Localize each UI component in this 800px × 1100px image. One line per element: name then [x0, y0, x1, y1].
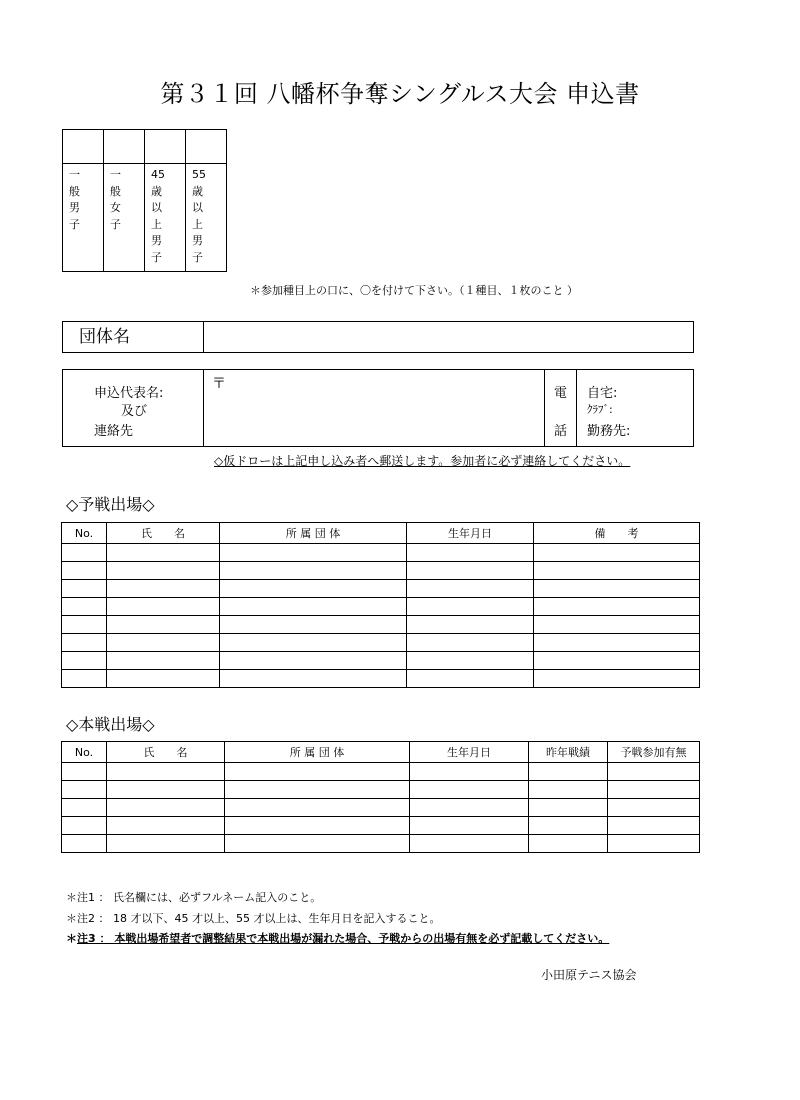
- table-cell[interactable]: [107, 817, 225, 835]
- table-cell[interactable]: [407, 598, 534, 616]
- table-cell[interactable]: [107, 580, 220, 598]
- phone-label-top: 電: [554, 386, 568, 401]
- note-1: ＊注1 ： 氏名欄には、必ずフルネーム記入のこと。: [66, 891, 322, 904]
- table-cell[interactable]: [107, 544, 220, 562]
- table-row: [62, 763, 700, 781]
- column-header: 氏 名: [107, 523, 220, 544]
- category-label: 一 般 男 子: [63, 164, 104, 272]
- table-cell[interactable]: [534, 544, 700, 562]
- table-cell[interactable]: [107, 670, 220, 688]
- table-cell[interactable]: [608, 835, 700, 853]
- table-cell[interactable]: [407, 580, 534, 598]
- column-header: 備 考: [534, 523, 700, 544]
- table-cell[interactable]: [62, 670, 107, 688]
- table-cell[interactable]: [534, 562, 700, 580]
- note-3: [66, 930, 609, 946]
- table-cell[interactable]: [410, 817, 529, 835]
- category-label: 55 歳 以 上 男 子: [186, 164, 227, 272]
- org-name-label: 団体名: [63, 322, 204, 352]
- table-cell[interactable]: [220, 652, 407, 670]
- column-header: No.: [62, 742, 107, 763]
- org-name-field[interactable]: [204, 322, 693, 352]
- table-header-row: [62, 742, 700, 763]
- table-cell[interactable]: [107, 634, 220, 652]
- table-cell[interactable]: [62, 598, 107, 616]
- table-cell[interactable]: [410, 763, 529, 781]
- main-heading: ◇本戦出場◇: [66, 715, 155, 734]
- table-cell[interactable]: [62, 562, 107, 580]
- page-title: 第３１回 八幡杯争奪シングルス大会 申込書: [160, 80, 640, 108]
- category-checkbox-general-women[interactable]: [104, 130, 145, 164]
- rep-label-line2: 及び: [121, 404, 148, 419]
- table-cell[interactable]: [407, 634, 534, 652]
- main-table: [61, 741, 700, 853]
- table-cell[interactable]: [534, 652, 700, 670]
- column-header: 所 属 団 体: [220, 523, 407, 544]
- table-cell[interactable]: [410, 781, 529, 799]
- table-cell[interactable]: [62, 580, 107, 598]
- table-row: [62, 781, 700, 799]
- table-cell[interactable]: [107, 652, 220, 670]
- category-checkbox-general-men[interactable]: [63, 130, 104, 164]
- note-2: ＊注2 ： 18 才以下、45 才以上、55 才以上は、生年月日を記入すること。: [66, 912, 441, 925]
- table-cell[interactable]: [225, 799, 410, 817]
- prelim-heading: ◇予戦出場◇: [66, 495, 155, 514]
- table-cell[interactable]: [225, 781, 410, 799]
- rep-label-line1: 申込代表名:: [94, 386, 164, 401]
- table-row: [62, 670, 700, 688]
- table-cell[interactable]: [225, 763, 410, 781]
- note-3-prefix: ＊: [66, 932, 77, 945]
- table-cell[interactable]: [529, 817, 608, 835]
- table-cell[interactable]: [62, 817, 107, 835]
- table-cell[interactable]: [62, 763, 107, 781]
- table-cell[interactable]: [107, 598, 220, 616]
- table-cell[interactable]: [220, 580, 407, 598]
- club-phone-label: ｸﾗﾌﾞ:: [587, 403, 613, 416]
- phone-label: [545, 370, 577, 446]
- association-name: 小田原テニス協会: [541, 968, 637, 982]
- column-header: 生年月日: [407, 523, 534, 544]
- prelim-table: [61, 522, 700, 688]
- table-cell[interactable]: [62, 799, 107, 817]
- note-3-text: 注3 ： 本戦出場希望者で調整結果で本戦出場が漏れた場合、予戦からの出場有無を必ず記載してください。: [77, 932, 610, 945]
- category-checkbox-45-men[interactable]: [145, 130, 186, 164]
- table-cell[interactable]: [225, 817, 410, 835]
- category-checkbox-55-men[interactable]: [186, 130, 227, 164]
- category-label: 一 般 女 子: [104, 164, 145, 272]
- table-cell[interactable]: [407, 562, 534, 580]
- representative-label: [63, 370, 204, 446]
- table-cell[interactable]: [608, 781, 700, 799]
- table-cell[interactable]: [410, 835, 529, 853]
- table-row: [62, 634, 700, 652]
- table-cell[interactable]: [107, 799, 225, 817]
- rep-label-line3: 連絡先: [94, 424, 134, 439]
- work-phone-label: 勤務先:: [587, 424, 631, 439]
- phone-label-bottom: 話: [554, 424, 568, 439]
- table-row: [62, 580, 700, 598]
- column-header: 昨年戦績: [529, 742, 608, 763]
- table-row: [62, 817, 700, 835]
- table-cell[interactable]: [529, 835, 608, 853]
- table-cell[interactable]: [220, 616, 407, 634]
- table-cell[interactable]: [529, 781, 608, 799]
- category-label: 45 歳 以 上 男 子: [145, 164, 186, 272]
- table-cell[interactable]: [407, 616, 534, 634]
- table-cell[interactable]: [107, 835, 225, 853]
- table-cell[interactable]: [62, 835, 107, 853]
- address-field[interactable]: [204, 370, 545, 446]
- table-cell[interactable]: [220, 562, 407, 580]
- representative-row: [62, 369, 694, 447]
- table-cell[interactable]: [62, 652, 107, 670]
- table-cell[interactable]: [407, 544, 534, 562]
- table-row: [62, 598, 700, 616]
- column-header: 生年月日: [410, 742, 529, 763]
- table-cell[interactable]: [534, 634, 700, 652]
- table-cell[interactable]: [407, 652, 534, 670]
- postal-mark: 〒: [212, 376, 226, 392]
- org-name-row: [62, 321, 694, 353]
- table-cell[interactable]: [62, 634, 107, 652]
- table-cell[interactable]: [608, 763, 700, 781]
- table-cell[interactable]: [62, 616, 107, 634]
- table-cell[interactable]: [107, 616, 220, 634]
- table-cell[interactable]: [107, 562, 220, 580]
- table-cell[interactable]: [225, 835, 410, 853]
- table-row: [62, 544, 700, 562]
- category-note: ＊参加種目上の口に、〇を付けて下さい。（１種目、１枚のこと ）: [250, 284, 578, 297]
- table-cell[interactable]: [107, 763, 225, 781]
- table-header-row: [62, 523, 700, 544]
- table-cell[interactable]: [107, 781, 225, 799]
- table-cell[interactable]: [534, 598, 700, 616]
- draw-note: ◇仮ドローは上記申し込み者へ郵送します。参加者に必ず連絡してください。: [214, 454, 631, 468]
- table-cell[interactable]: [220, 598, 407, 616]
- table-cell[interactable]: [410, 799, 529, 817]
- table-cell[interactable]: [220, 634, 407, 652]
- table-row: [62, 562, 700, 580]
- table-row: [62, 799, 700, 817]
- table-cell[interactable]: [220, 670, 407, 688]
- table-cell[interactable]: [529, 763, 608, 781]
- table-row: [62, 616, 700, 634]
- column-header: 予戦参加有無: [608, 742, 700, 763]
- table-cell[interactable]: [220, 544, 407, 562]
- table-cell[interactable]: [534, 580, 700, 598]
- table-cell[interactable]: [534, 616, 700, 634]
- table-cell[interactable]: [62, 781, 107, 799]
- phone-fields[interactable]: [577, 370, 693, 446]
- column-header: No.: [62, 523, 107, 544]
- table-row: [62, 652, 700, 670]
- category-table: [62, 129, 227, 272]
- column-header: 氏 名: [107, 742, 225, 763]
- table-cell[interactable]: [608, 799, 700, 817]
- table-row: [62, 835, 700, 853]
- table-cell[interactable]: [529, 799, 608, 817]
- table-cell[interactable]: [534, 670, 700, 688]
- table-cell[interactable]: [62, 544, 107, 562]
- column-header: 所 属 団 体: [225, 742, 410, 763]
- home-phone-label: 自宅:: [587, 386, 618, 401]
- table-cell[interactable]: [407, 670, 534, 688]
- table-cell[interactable]: [608, 817, 700, 835]
